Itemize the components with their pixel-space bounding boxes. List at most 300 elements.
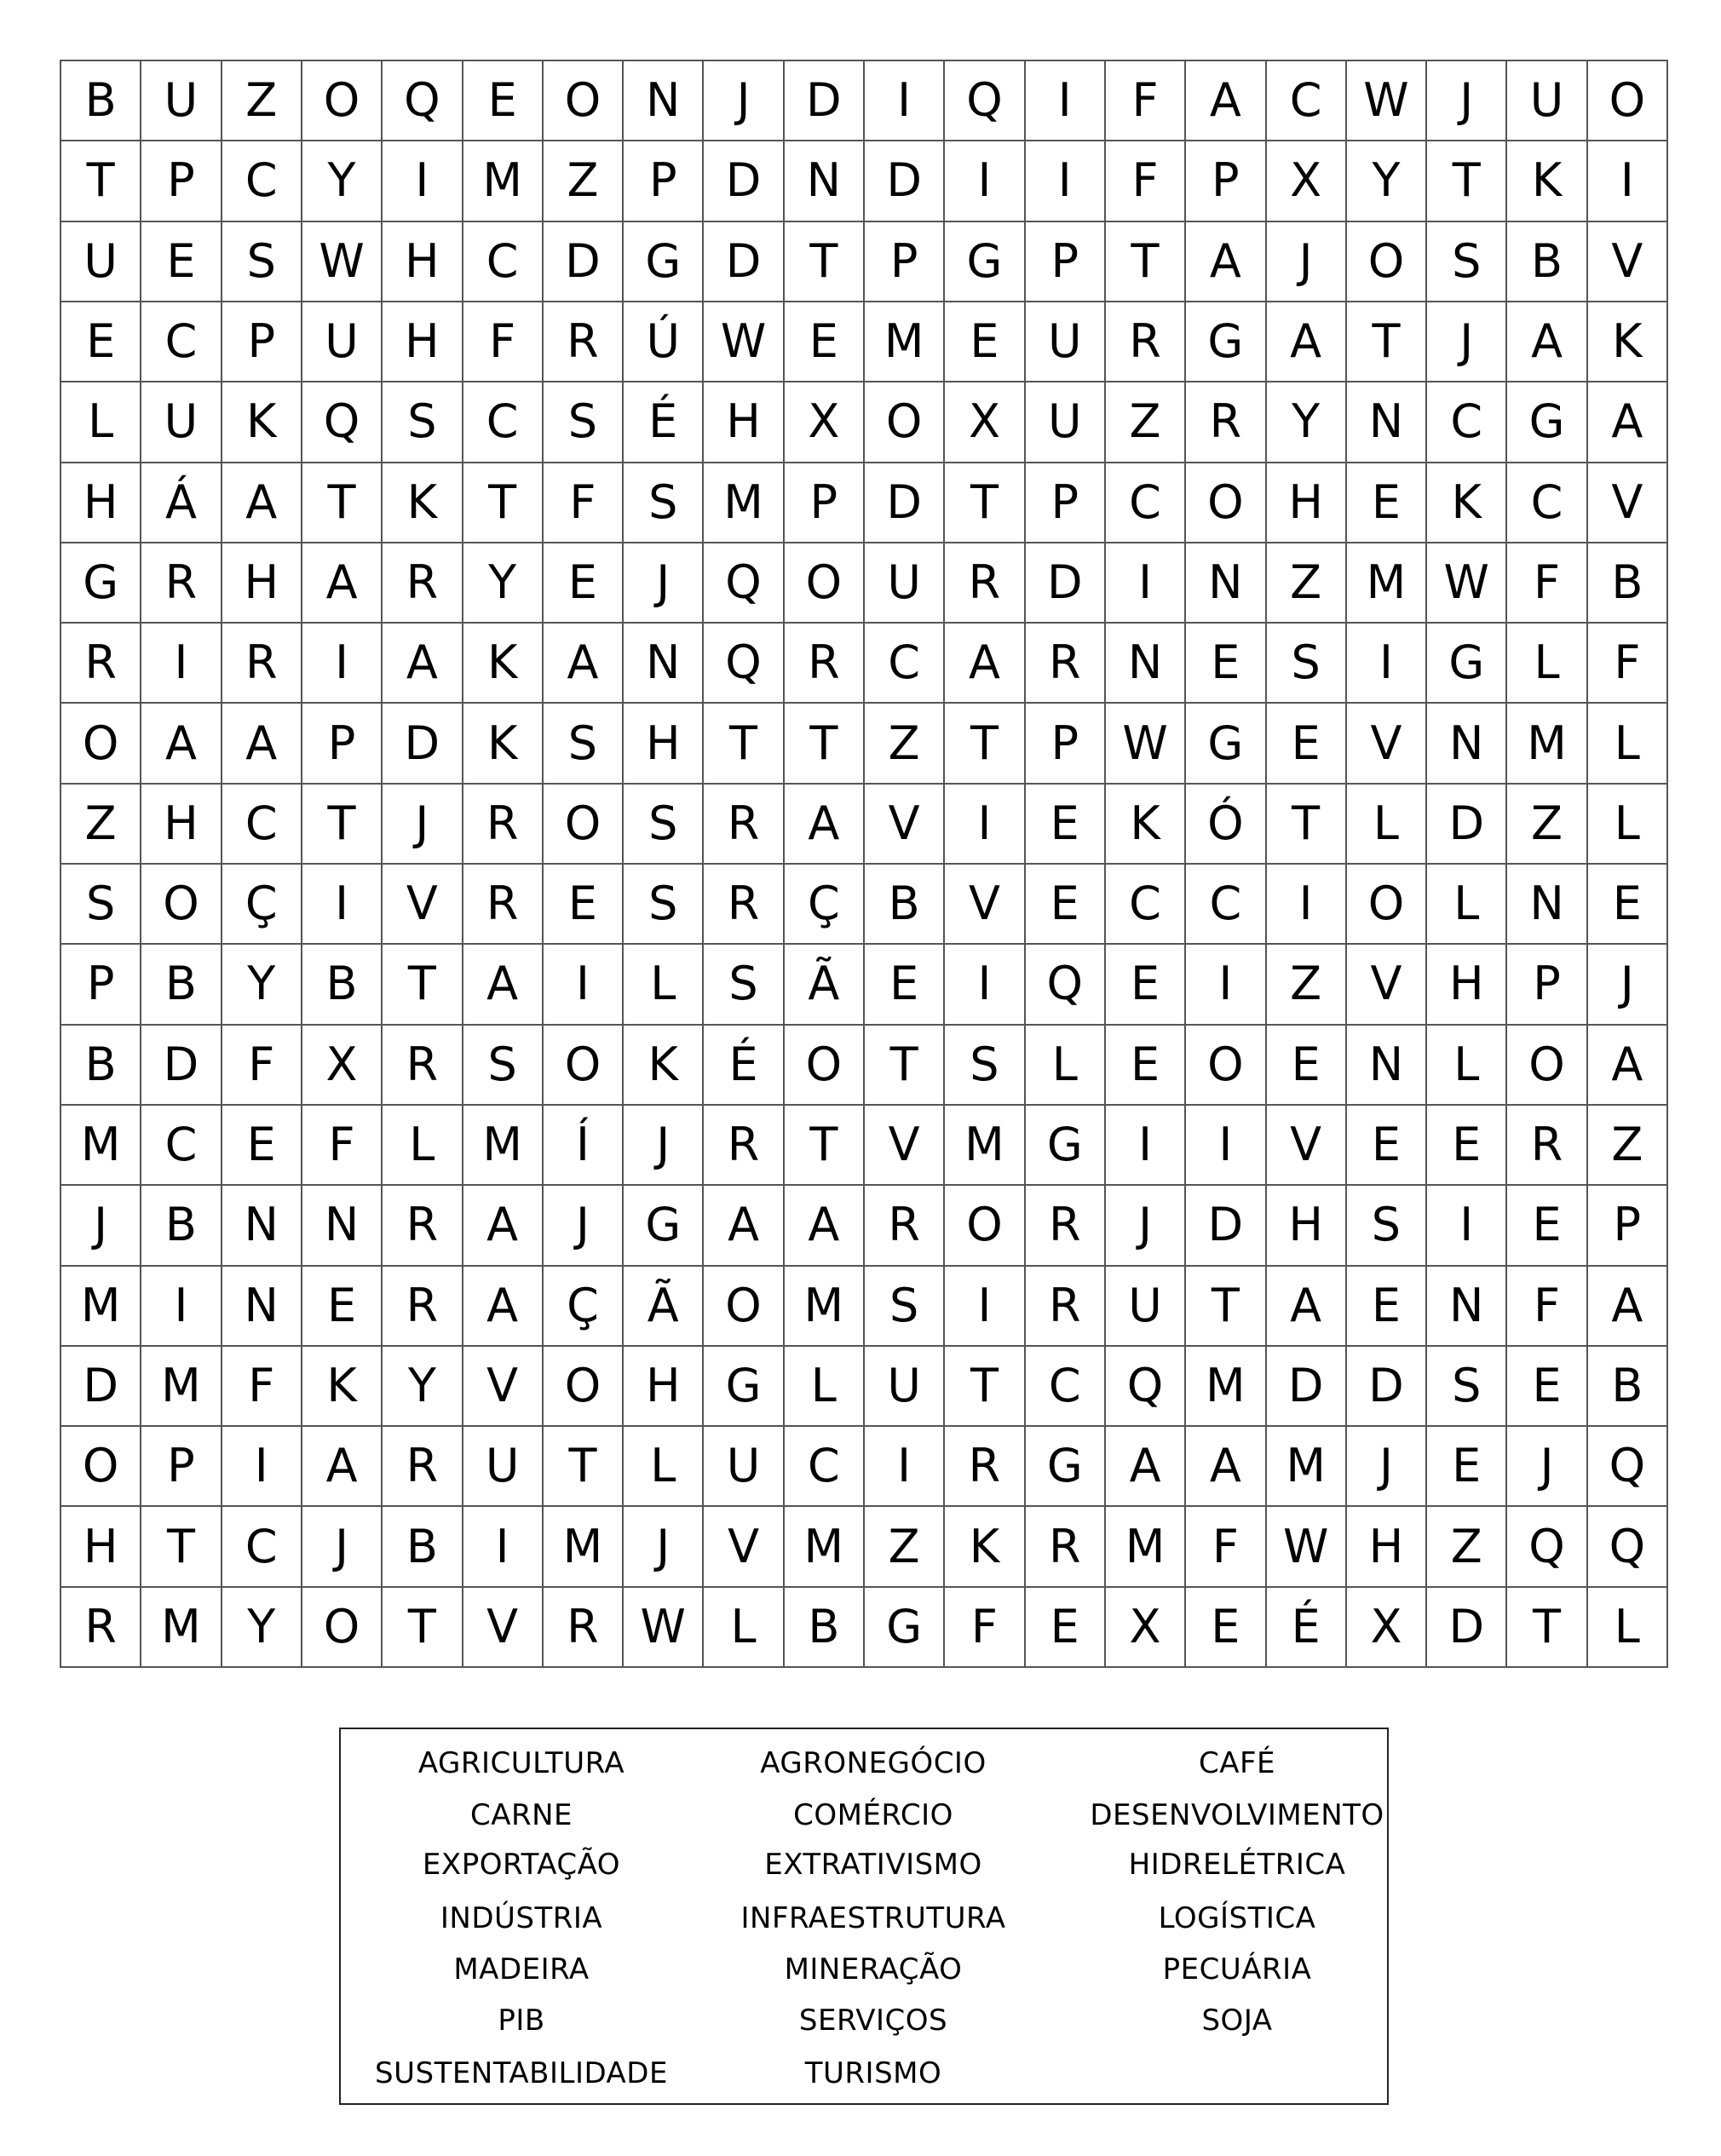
grid-cell[interactable]: R — [1026, 1267, 1106, 1347]
grid-cell[interactable]: Z — [1106, 382, 1186, 463]
grid-cell[interactable]: V — [704, 1507, 784, 1587]
grid-cell[interactable]: O — [865, 382, 945, 463]
grid-cell[interactable]: T — [785, 222, 865, 302]
grid-cell[interactable]: B — [1588, 1347, 1668, 1427]
grid-cell[interactable]: K — [1106, 785, 1186, 865]
grid-cell[interactable]: S — [624, 785, 704, 865]
grid-cell[interactable]: I — [865, 1427, 945, 1507]
grid-cell[interactable]: A — [1267, 1267, 1347, 1347]
grid-cell[interactable]: W — [704, 302, 784, 382]
grid-cell[interactable]: E — [544, 543, 624, 624]
grid-cell[interactable]: N — [302, 1186, 383, 1266]
grid-cell[interactable]: R — [704, 865, 784, 945]
grid-cell[interactable]: Ã — [624, 1267, 704, 1347]
grid-cell[interactable]: R — [383, 1186, 463, 1266]
grid-cell[interactable]: P — [785, 463, 865, 543]
grid-cell[interactable]: S — [1267, 624, 1347, 704]
grid-cell[interactable]: H — [624, 1347, 704, 1427]
grid-cell[interactable]: D — [704, 222, 784, 302]
grid-cell[interactable]: J — [624, 1106, 704, 1186]
grid-cell[interactable]: K — [1507, 141, 1587, 221]
grid-cell[interactable]: Z — [865, 1507, 945, 1587]
grid-cell[interactable]: M — [141, 1347, 222, 1427]
grid-cell[interactable]: E — [1347, 463, 1427, 543]
grid-cell[interactable]: R — [383, 1026, 463, 1106]
grid-cell[interactable]: S — [865, 1267, 945, 1347]
grid-cell[interactable]: W — [1106, 704, 1186, 784]
grid-cell[interactable]: A — [463, 1186, 544, 1266]
grid-cell[interactable]: B — [302, 945, 383, 1025]
grid-cell[interactable]: A — [1507, 302, 1587, 382]
grid-cell[interactable]: T — [1106, 222, 1186, 302]
grid-cell[interactable]: V — [865, 1106, 945, 1186]
grid-cell[interactable]: Z — [222, 61, 302, 141]
grid-cell[interactable]: V — [1588, 222, 1668, 302]
grid-cell[interactable]: T — [785, 1106, 865, 1186]
grid-cell[interactable]: S — [624, 865, 704, 945]
grid-cell[interactable]: G — [1186, 704, 1266, 784]
grid-cell[interactable]: V — [463, 1588, 544, 1668]
grid-cell[interactable]: A — [383, 624, 463, 704]
grid-cell[interactable]: K — [463, 624, 544, 704]
grid-cell[interactable]: C — [1186, 865, 1266, 945]
grid-cell[interactable]: D — [383, 704, 463, 784]
grid-cell[interactable]: O — [302, 61, 383, 141]
grid-cell[interactable]: Í — [544, 1106, 624, 1186]
grid-cell[interactable]: M — [1267, 1427, 1347, 1507]
grid-cell[interactable]: A — [222, 704, 302, 784]
grid-cell[interactable]: I — [222, 1427, 302, 1507]
grid-cell[interactable]: J — [704, 61, 784, 141]
grid-cell[interactable]: R — [704, 785, 784, 865]
grid-cell[interactable]: R — [141, 543, 222, 624]
grid-cell[interactable]: C — [1507, 463, 1587, 543]
grid-cell[interactable]: L — [1588, 1588, 1668, 1668]
grid-cell[interactable]: I — [383, 141, 463, 221]
grid-cell[interactable]: D — [61, 1347, 141, 1427]
grid-cell[interactable]: I — [1267, 865, 1347, 945]
grid-cell[interactable]: I — [1588, 141, 1668, 221]
grid-cell[interactable]: J — [1347, 1427, 1427, 1507]
grid-cell[interactable]: E — [1507, 1347, 1587, 1427]
grid-cell[interactable]: O — [1347, 865, 1427, 945]
grid-cell[interactable]: R — [865, 1186, 945, 1266]
grid-cell[interactable]: I — [302, 624, 383, 704]
grid-cell[interactable]: L — [624, 945, 704, 1025]
grid-cell[interactable]: C — [222, 1507, 302, 1587]
grid-cell[interactable]: J — [1507, 1427, 1587, 1507]
grid-cell[interactable]: Q — [1507, 1507, 1587, 1587]
grid-cell[interactable]: M — [945, 1106, 1025, 1186]
grid-cell[interactable]: W — [624, 1588, 704, 1668]
grid-cell[interactable]: R — [383, 543, 463, 624]
grid-cell[interactable]: O — [785, 543, 865, 624]
grid-cell[interactable]: C — [463, 222, 544, 302]
grid-cell[interactable]: S — [544, 382, 624, 463]
grid-cell[interactable]: L — [1507, 624, 1587, 704]
grid-cell[interactable]: E — [785, 302, 865, 382]
grid-cell[interactable]: R — [1026, 1507, 1106, 1587]
grid-cell[interactable]: A — [1267, 302, 1347, 382]
grid-cell[interactable]: T — [945, 1347, 1025, 1427]
grid-cell[interactable]: U — [141, 61, 222, 141]
grid-cell[interactable]: T — [945, 704, 1025, 784]
grid-cell[interactable]: H — [61, 463, 141, 543]
grid-cell[interactable]: J — [1106, 1186, 1186, 1266]
grid-cell[interactable]: D — [1026, 543, 1106, 624]
grid-cell[interactable]: K — [383, 463, 463, 543]
grid-cell[interactable]: Ú — [624, 302, 704, 382]
grid-cell[interactable]: R — [544, 1588, 624, 1668]
grid-cell[interactable]: C — [222, 785, 302, 865]
grid-cell[interactable]: E — [1106, 1026, 1186, 1106]
grid-cell[interactable]: E — [544, 865, 624, 945]
grid-cell[interactable]: N — [624, 61, 704, 141]
grid-cell[interactable]: S — [222, 222, 302, 302]
grid-cell[interactable]: S — [544, 704, 624, 784]
grid-cell[interactable]: N — [1427, 704, 1507, 784]
grid-cell[interactable]: B — [61, 61, 141, 141]
grid-cell[interactable]: D — [865, 141, 945, 221]
grid-cell[interactable]: É — [704, 1026, 784, 1106]
grid-cell[interactable]: C — [141, 1106, 222, 1186]
grid-cell[interactable]: Q — [302, 382, 383, 463]
grid-cell[interactable]: V — [1588, 463, 1668, 543]
grid-cell[interactable]: O — [1186, 463, 1266, 543]
grid-cell[interactable]: W — [1347, 61, 1427, 141]
grid-cell[interactable]: D — [785, 61, 865, 141]
grid-cell[interactable]: A — [1106, 1427, 1186, 1507]
grid-cell[interactable]: M — [1186, 1347, 1266, 1427]
grid-cell[interactable]: P — [222, 302, 302, 382]
grid-cell[interactable]: M — [865, 302, 945, 382]
grid-cell[interactable]: R — [463, 785, 544, 865]
grid-cell[interactable]: K — [222, 382, 302, 463]
grid-cell[interactable]: K — [1588, 302, 1668, 382]
grid-cell[interactable]: C — [865, 624, 945, 704]
grid-cell[interactable]: N — [1427, 1267, 1507, 1347]
grid-cell[interactable]: G — [61, 543, 141, 624]
grid-cell[interactable]: E — [1347, 1267, 1427, 1347]
grid-cell[interactable]: E — [1026, 865, 1106, 945]
grid-cell[interactable]: V — [1347, 704, 1427, 784]
grid-cell[interactable]: E — [1507, 1186, 1587, 1266]
grid-cell[interactable]: W — [1267, 1507, 1347, 1587]
grid-cell[interactable]: G — [624, 222, 704, 302]
grid-cell[interactable]: G — [624, 1186, 704, 1266]
grid-cell[interactable]: C — [1106, 463, 1186, 543]
grid-cell[interactable]: B — [383, 1507, 463, 1587]
grid-cell[interactable]: Y — [302, 141, 383, 221]
grid-cell[interactable]: S — [1347, 1186, 1427, 1266]
grid-cell[interactable]: D — [1347, 1347, 1427, 1427]
grid-cell[interactable]: T — [1427, 141, 1507, 221]
grid-cell[interactable]: O — [1588, 61, 1668, 141]
grid-cell[interactable]: U — [302, 302, 383, 382]
grid-cell[interactable]: M — [61, 1267, 141, 1347]
grid-cell[interactable]: P — [141, 141, 222, 221]
grid-cell[interactable]: A — [1186, 61, 1266, 141]
grid-cell[interactable]: N — [1507, 865, 1587, 945]
grid-cell[interactable]: Z — [1507, 785, 1587, 865]
grid-cell[interactable]: M — [1507, 704, 1587, 784]
grid-cell[interactable]: A — [1186, 1427, 1266, 1507]
grid-cell[interactable]: E — [141, 222, 222, 302]
grid-cell[interactable]: G — [1427, 624, 1507, 704]
grid-cell[interactable]: I — [544, 945, 624, 1025]
grid-cell[interactable]: H — [1267, 463, 1347, 543]
grid-cell[interactable]: U — [1026, 302, 1106, 382]
grid-cell[interactable]: N — [1106, 624, 1186, 704]
grid-cell[interactable]: I — [1026, 141, 1106, 221]
grid-cell[interactable]: M — [1106, 1507, 1186, 1587]
grid-cell[interactable]: V — [945, 865, 1025, 945]
grid-cell[interactable]: E — [302, 1267, 383, 1347]
grid-cell[interactable]: K — [302, 1347, 383, 1427]
grid-cell[interactable]: J — [302, 1507, 383, 1587]
grid-cell[interactable]: G — [1507, 382, 1587, 463]
grid-cell[interactable]: X — [1106, 1588, 1186, 1668]
grid-cell[interactable]: W — [302, 222, 383, 302]
grid-cell[interactable]: A — [222, 463, 302, 543]
grid-cell[interactable]: E — [1026, 785, 1106, 865]
grid-cell[interactable]: I — [945, 141, 1025, 221]
grid-cell[interactable]: A — [1186, 222, 1266, 302]
grid-cell[interactable]: O — [544, 61, 624, 141]
grid-cell[interactable]: S — [945, 1026, 1025, 1106]
grid-cell[interactable]: B — [141, 945, 222, 1025]
grid-cell[interactable]: J — [383, 785, 463, 865]
grid-cell[interactable]: D — [704, 141, 784, 221]
grid-cell[interactable]: P — [1026, 222, 1106, 302]
grid-cell[interactable]: R — [1106, 302, 1186, 382]
grid-cell[interactable]: D — [1186, 1186, 1266, 1266]
grid-cell[interactable]: U — [61, 222, 141, 302]
grid-cell[interactable]: S — [463, 1026, 544, 1106]
grid-cell[interactable]: T — [544, 1427, 624, 1507]
grid-cell[interactable]: S — [1427, 1347, 1507, 1427]
grid-cell[interactable]: J — [1427, 61, 1507, 141]
grid-cell[interactable]: X — [785, 382, 865, 463]
grid-cell[interactable]: Q — [704, 543, 784, 624]
grid-cell[interactable]: I — [1106, 543, 1186, 624]
grid-cell[interactable]: H — [383, 222, 463, 302]
grid-cell[interactable]: R — [1026, 624, 1106, 704]
grid-cell[interactable]: E — [1347, 1106, 1427, 1186]
grid-cell[interactable]: K — [945, 1507, 1025, 1587]
grid-cell[interactable]: I — [463, 1507, 544, 1587]
grid-cell[interactable]: M — [463, 1106, 544, 1186]
grid-cell[interactable]: C — [1026, 1347, 1106, 1427]
grid-cell[interactable]: S — [383, 382, 463, 463]
grid-cell[interactable]: D — [544, 222, 624, 302]
grid-cell[interactable]: Y — [222, 945, 302, 1025]
grid-cell[interactable]: Z — [1267, 945, 1347, 1025]
grid-cell[interactable]: V — [463, 1347, 544, 1427]
grid-cell[interactable]: E — [1588, 865, 1668, 945]
grid-cell[interactable]: S — [61, 865, 141, 945]
grid-cell[interactable]: I — [1026, 61, 1106, 141]
grid-cell[interactable]: P — [1507, 945, 1587, 1025]
grid-cell[interactable]: I — [1427, 1186, 1507, 1266]
grid-cell[interactable]: Z — [865, 704, 945, 784]
grid-cell[interactable]: F — [1106, 61, 1186, 141]
grid-cell[interactable]: R — [61, 624, 141, 704]
grid-cell[interactable]: B — [1588, 543, 1668, 624]
grid-cell[interactable]: Q — [383, 61, 463, 141]
grid-cell[interactable]: U — [704, 1427, 784, 1507]
grid-cell[interactable]: H — [1427, 945, 1507, 1025]
grid-cell[interactable]: T — [785, 704, 865, 784]
grid-cell[interactable]: O — [1347, 222, 1427, 302]
grid-cell[interactable]: G — [1026, 1106, 1106, 1186]
grid-cell[interactable]: É — [624, 382, 704, 463]
grid-cell[interactable]: O — [141, 865, 222, 945]
grid-cell[interactable]: U — [865, 543, 945, 624]
grid-cell[interactable]: P — [1026, 704, 1106, 784]
grid-cell[interactable]: I — [1347, 624, 1427, 704]
grid-cell[interactable]: O — [544, 1347, 624, 1427]
grid-cell[interactable]: G — [1186, 302, 1266, 382]
grid-cell[interactable]: F — [302, 1106, 383, 1186]
grid-cell[interactable]: I — [945, 945, 1025, 1025]
grid-cell[interactable]: F — [544, 463, 624, 543]
grid-cell[interactable]: O — [544, 1026, 624, 1106]
grid-cell[interactable]: C — [141, 302, 222, 382]
grid-cell[interactable]: Z — [544, 141, 624, 221]
grid-cell[interactable]: Q — [704, 624, 784, 704]
grid-cell[interactable]: L — [624, 1427, 704, 1507]
grid-cell[interactable]: U — [865, 1347, 945, 1427]
grid-cell[interactable]: P — [1588, 1186, 1668, 1266]
grid-cell[interactable]: F — [1507, 543, 1587, 624]
grid-cell[interactable]: O — [61, 704, 141, 784]
grid-cell[interactable]: B — [865, 865, 945, 945]
grid-cell[interactable]: C — [1106, 865, 1186, 945]
grid-cell[interactable]: G — [1026, 1427, 1106, 1507]
grid-cell[interactable]: N — [1347, 382, 1427, 463]
grid-cell[interactable]: Q — [1588, 1507, 1668, 1587]
grid-cell[interactable]: M — [544, 1507, 624, 1587]
grid-cell[interactable]: B — [1507, 222, 1587, 302]
grid-cell[interactable]: Q — [945, 61, 1025, 141]
grid-cell[interactable]: J — [1427, 302, 1507, 382]
grid-cell[interactable]: T — [1267, 785, 1347, 865]
grid-cell[interactable]: C — [785, 1427, 865, 1507]
grid-cell[interactable]: P — [624, 141, 704, 221]
grid-cell[interactable]: E — [865, 945, 945, 1025]
grid-cell[interactable]: L — [1026, 1026, 1106, 1106]
grid-cell[interactable]: H — [222, 543, 302, 624]
grid-cell[interactable]: I — [141, 624, 222, 704]
grid-cell[interactable]: Z — [1267, 543, 1347, 624]
grid-cell[interactable]: Z — [1427, 1507, 1507, 1587]
grid-cell[interactable]: V — [1267, 1106, 1347, 1186]
grid-cell[interactable]: R — [383, 1267, 463, 1347]
grid-cell[interactable]: F — [1507, 1267, 1587, 1347]
grid-cell[interactable]: L — [61, 382, 141, 463]
grid-cell[interactable]: I — [1186, 945, 1266, 1025]
grid-cell[interactable]: A — [1588, 1026, 1668, 1106]
grid-cell[interactable]: Q — [1026, 945, 1106, 1025]
grid-cell[interactable]: A — [544, 624, 624, 704]
grid-cell[interactable]: G — [945, 222, 1025, 302]
grid-cell[interactable]: E — [463, 61, 544, 141]
grid-cell[interactable]: J — [624, 1507, 704, 1587]
grid-cell[interactable]: S — [1427, 222, 1507, 302]
grid-cell[interactable]: A — [141, 704, 222, 784]
grid-cell[interactable]: V — [865, 785, 945, 865]
grid-cell[interactable]: N — [222, 1267, 302, 1347]
grid-cell[interactable]: M — [463, 141, 544, 221]
grid-cell[interactable]: E — [1267, 704, 1347, 784]
grid-cell[interactable]: Ç — [544, 1267, 624, 1347]
grid-cell[interactable]: F — [1588, 624, 1668, 704]
grid-cell[interactable]: W — [1427, 543, 1507, 624]
grid-cell[interactable]: I — [865, 61, 945, 141]
grid-cell[interactable]: X — [1347, 1588, 1427, 1668]
grid-cell[interactable]: E — [1267, 1026, 1347, 1106]
grid-cell[interactable]: A — [463, 945, 544, 1025]
grid-cell[interactable]: B — [61, 1026, 141, 1106]
grid-cell[interactable]: E — [1186, 1588, 1266, 1668]
grid-cell[interactable]: H — [624, 704, 704, 784]
grid-cell[interactable]: K — [463, 704, 544, 784]
grid-cell[interactable]: M — [785, 1267, 865, 1347]
grid-cell[interactable]: I — [1186, 1106, 1266, 1186]
grid-cell[interactable]: H — [383, 302, 463, 382]
grid-cell[interactable]: R — [1507, 1106, 1587, 1186]
grid-cell[interactable]: L — [383, 1106, 463, 1186]
grid-cell[interactable]: L — [785, 1347, 865, 1427]
grid-cell[interactable]: X — [302, 1026, 383, 1106]
grid-cell[interactable]: U — [141, 382, 222, 463]
grid-cell[interactable]: P — [1026, 463, 1106, 543]
grid-cell[interactable]: C — [1427, 382, 1507, 463]
grid-cell[interactable]: J — [624, 543, 704, 624]
grid-cell[interactable]: T — [463, 463, 544, 543]
grid-cell[interactable]: C — [1267, 61, 1347, 141]
grid-cell[interactable]: L — [1427, 1026, 1507, 1106]
grid-cell[interactable]: Ã — [785, 945, 865, 1025]
grid-cell[interactable]: F — [222, 1347, 302, 1427]
grid-cell[interactable]: Q — [1106, 1347, 1186, 1427]
grid-cell[interactable]: D — [141, 1026, 222, 1106]
grid-cell[interactable]: M — [704, 463, 784, 543]
grid-cell[interactable]: E — [945, 302, 1025, 382]
grid-cell[interactable]: C — [463, 382, 544, 463]
grid-cell[interactable]: D — [1427, 785, 1507, 865]
grid-cell[interactable]: N — [785, 141, 865, 221]
grid-cell[interactable]: Ó — [1186, 785, 1266, 865]
grid-cell[interactable]: T — [1347, 302, 1427, 382]
grid-cell[interactable]: J — [544, 1186, 624, 1266]
grid-cell[interactable]: H — [141, 785, 222, 865]
grid-cell[interactable]: L — [1588, 704, 1668, 784]
grid-cell[interactable]: A — [785, 1186, 865, 1266]
grid-cell[interactable]: E — [1186, 624, 1266, 704]
grid-cell[interactable]: O — [302, 1588, 383, 1668]
grid-cell[interactable]: T — [61, 141, 141, 221]
grid-cell[interactable]: A — [945, 624, 1025, 704]
grid-cell[interactable]: F — [463, 302, 544, 382]
grid-cell[interactable]: Z — [1588, 1106, 1668, 1186]
grid-cell[interactable]: D — [865, 463, 945, 543]
grid-cell[interactable]: Q — [1588, 1427, 1668, 1507]
grid-cell[interactable]: Ç — [222, 865, 302, 945]
grid-cell[interactable]: R — [945, 1427, 1025, 1507]
grid-cell[interactable]: U — [463, 1427, 544, 1507]
